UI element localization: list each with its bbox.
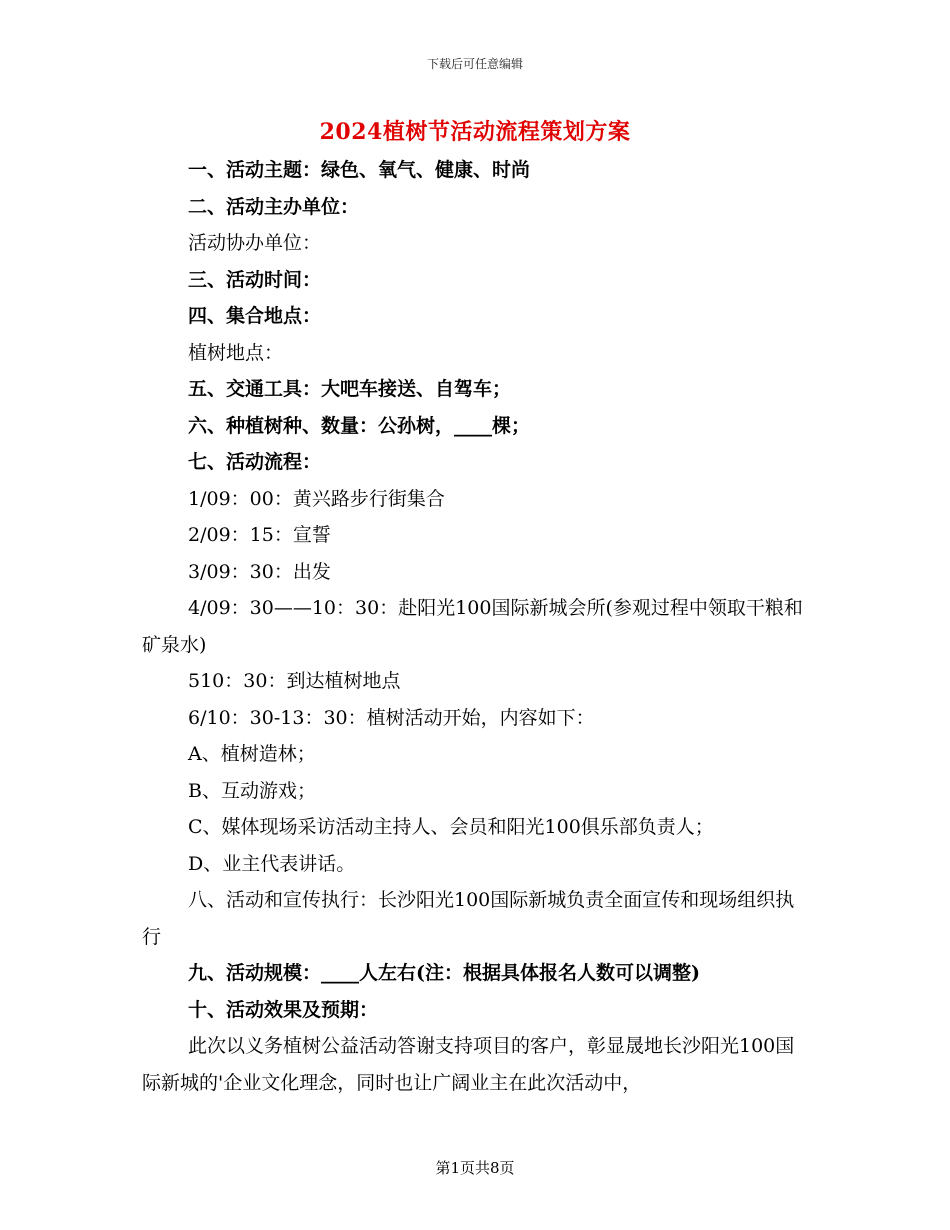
process-step: 6/10：30-13：30：植树活动开始，内容如下： — [188, 706, 595, 729]
section-time: 三、活动时间： — [188, 268, 322, 291]
section-effect: 十、活动效果及预期： — [188, 998, 379, 1021]
section-meeting-place: 四、集合地点： — [188, 305, 322, 327]
section-scale: 九、活动规模：____人左右(注：根据具体报名人数可以调整) — [188, 962, 700, 984]
section-publicity: 八、活动和宣传执行：长沙阳光100国际新城负责全面宣传和现场组织执行 — [142, 889, 795, 948]
process-step: 4/09：30——10：30：赴阳光100国际新城会所(参观过程中领取干粮和矿泉水) — [142, 597, 803, 656]
co-organizer-line: 活动协办单位： — [188, 232, 322, 254]
section-organizer: 二、活动主办单位： — [188, 195, 360, 218]
process-step: 3/09：30：出发 — [188, 560, 331, 583]
activity-item: B、互动游戏； — [188, 779, 316, 802]
section-tree-species: 六、种植树种、数量：公孙树，____棵； — [188, 414, 531, 437]
section-theme: 一、活动主题：绿色、氧气、健康、时尚 — [188, 159, 531, 181]
page-footer: 第1页共8页 — [435, 1159, 515, 1177]
process-step: 2/09：15：宣誓 — [188, 524, 331, 546]
document-title: 2024植树节活动流程策划方案 — [319, 119, 631, 145]
document-body — [142, 152, 810, 1101]
process-step: 510：30：到达植树地点 — [188, 670, 401, 692]
page-header: 下载后可任意编辑 — [426, 57, 523, 71]
activity-item: C、媒体现场采访活动主持人、会员和阳光100俱乐部负责人； — [188, 816, 714, 838]
effect-paragraph: 此次以义务植树公益活动答谢支持项目的客户，彰显晟地长沙阳光100国际新城的'企业文化理念，同时也让广阔业主在此次活动中， — [142, 1035, 795, 1094]
section-process: 七、活动流程： — [188, 451, 322, 473]
section-transport: 五、交通工具：大吧车接送、自驾车； — [188, 378, 512, 400]
activity-item: D、业主代表讲话。 — [188, 852, 356, 875]
planting-place-line: 植树地点： — [188, 341, 284, 364]
process-step: 1/09：00：黄兴路步行街集合 — [188, 487, 445, 510]
activity-item: A、植树造林； — [188, 743, 316, 765]
